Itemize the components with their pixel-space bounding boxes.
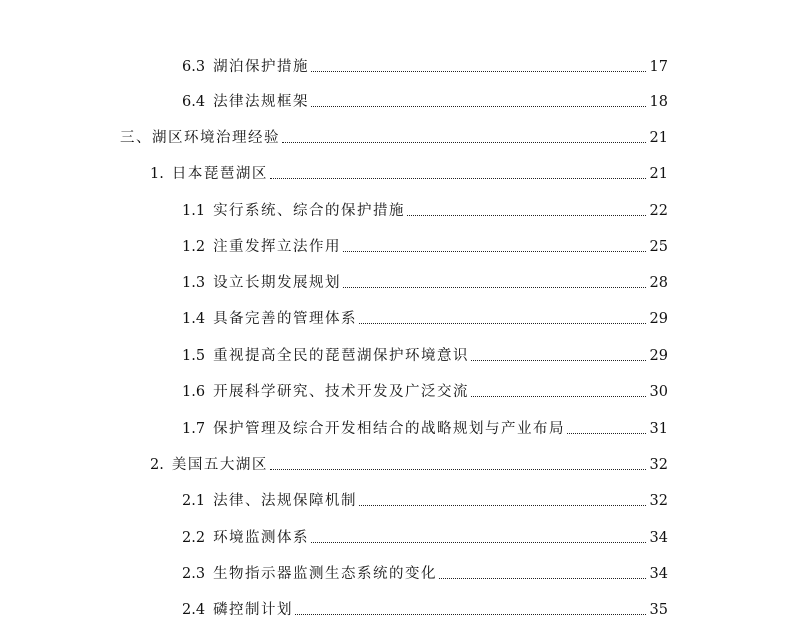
toc-number: 6.4 bbox=[182, 94, 206, 110]
toc-number: 2. bbox=[150, 457, 164, 473]
toc-page-number: 32 bbox=[649, 493, 668, 509]
toc-entry-2-3[interactable] bbox=[182, 563, 668, 585]
toc-title: 重视提高全民的琵琶湖保护环境意识 bbox=[213, 348, 470, 364]
toc-page-number: 18 bbox=[649, 94, 668, 110]
dot-leader bbox=[311, 542, 646, 543]
dot-leader bbox=[343, 251, 646, 252]
toc-title: 生物指示器监测生态系统的变化 bbox=[213, 566, 438, 582]
toc-title: 开展科学研究、技术开发及广泛交流 bbox=[213, 384, 470, 400]
toc-title: 具备完善的管理体系 bbox=[213, 311, 358, 327]
toc-number: 1.7 bbox=[182, 421, 206, 437]
toc-entry-6-3[interactable] bbox=[182, 56, 668, 78]
dot-leader bbox=[439, 578, 646, 579]
toc-page-number: 25 bbox=[649, 239, 668, 255]
toc-page-number: 35 bbox=[649, 602, 668, 618]
dot-leader bbox=[567, 433, 646, 434]
toc-number: 1.5 bbox=[182, 348, 206, 364]
toc-entry-2-1[interactable] bbox=[182, 490, 668, 512]
toc-number: 1.3 bbox=[182, 275, 206, 291]
toc-page-number: 34 bbox=[649, 530, 668, 546]
toc-page-number: 30 bbox=[649, 384, 668, 400]
toc-page-number: 31 bbox=[649, 421, 668, 437]
toc-entry-1-6[interactable] bbox=[182, 381, 668, 403]
toc-entry-1-7[interactable] bbox=[182, 418, 668, 440]
dot-leader bbox=[282, 142, 646, 143]
toc-entry-1-2[interactable] bbox=[182, 236, 668, 258]
toc-number: 6.3 bbox=[182, 59, 206, 75]
dot-leader bbox=[343, 287, 646, 288]
toc-page-number: 28 bbox=[649, 275, 668, 291]
dot-leader bbox=[359, 505, 646, 506]
toc-entry-2-4[interactable] bbox=[182, 599, 668, 621]
toc-number: 1.1 bbox=[182, 203, 206, 219]
toc-title: 美国五大湖区 bbox=[171, 457, 268, 473]
toc-entry-1[interactable] bbox=[150, 163, 668, 185]
toc-number: 1. bbox=[150, 166, 164, 182]
toc-page-number: 32 bbox=[649, 457, 668, 473]
toc-page-number: 29 bbox=[649, 311, 668, 327]
toc-page-number: 17 bbox=[649, 59, 668, 75]
toc-page-number: 21 bbox=[649, 166, 668, 182]
toc-number: 1.2 bbox=[182, 239, 206, 255]
toc-title: 法律法规框架 bbox=[213, 94, 310, 110]
toc-page-number: 21 bbox=[649, 130, 668, 146]
toc-number: 2.1 bbox=[182, 493, 206, 509]
toc-page-number: 34 bbox=[649, 566, 668, 582]
dot-leader bbox=[311, 106, 646, 107]
toc-title: 法律、法规保障机制 bbox=[213, 493, 358, 509]
toc-entry-section-3[interactable] bbox=[120, 127, 668, 149]
dot-leader bbox=[270, 469, 646, 470]
toc-page-number: 22 bbox=[649, 203, 668, 219]
toc-title: 实行系统、综合的保护措施 bbox=[213, 203, 406, 219]
dot-leader bbox=[471, 360, 646, 361]
toc-title: 湖泊保护措施 bbox=[213, 59, 310, 75]
toc-entry-1-4[interactable] bbox=[182, 308, 668, 330]
toc-title: 环境监测体系 bbox=[213, 530, 310, 546]
toc-number: 1.6 bbox=[182, 384, 206, 400]
toc-title: 磷控制计划 bbox=[213, 602, 294, 618]
toc-number: 2.3 bbox=[182, 566, 206, 582]
toc-entry-1-5[interactable] bbox=[182, 345, 668, 367]
dot-leader bbox=[359, 323, 646, 324]
toc-entry-1-3[interactable] bbox=[182, 272, 668, 294]
dot-leader bbox=[295, 614, 646, 615]
toc-entry-1-1[interactable] bbox=[182, 200, 668, 222]
toc-entry-2[interactable] bbox=[150, 454, 668, 476]
toc-number: 2.2 bbox=[182, 530, 206, 546]
toc-title: 注重发挥立法作用 bbox=[213, 239, 342, 255]
toc-number: 2.4 bbox=[182, 602, 206, 618]
toc-title: 保护管理及综合开发相结合的战略规划与产业布局 bbox=[213, 421, 566, 437]
toc-title: 三、湖区环境治理经验 bbox=[120, 130, 280, 146]
dot-leader bbox=[471, 396, 646, 397]
dot-leader bbox=[270, 178, 646, 179]
toc-entry-6-4[interactable] bbox=[182, 91, 668, 113]
toc-entry-2-2[interactable] bbox=[182, 527, 668, 549]
toc-page-number: 29 bbox=[649, 348, 668, 364]
toc-title: 设立长期发展规划 bbox=[213, 275, 342, 291]
toc-number: 1.4 bbox=[182, 311, 206, 327]
toc-title: 日本琵琶湖区 bbox=[171, 166, 268, 182]
dot-leader bbox=[311, 71, 646, 72]
dot-leader bbox=[407, 215, 646, 216]
